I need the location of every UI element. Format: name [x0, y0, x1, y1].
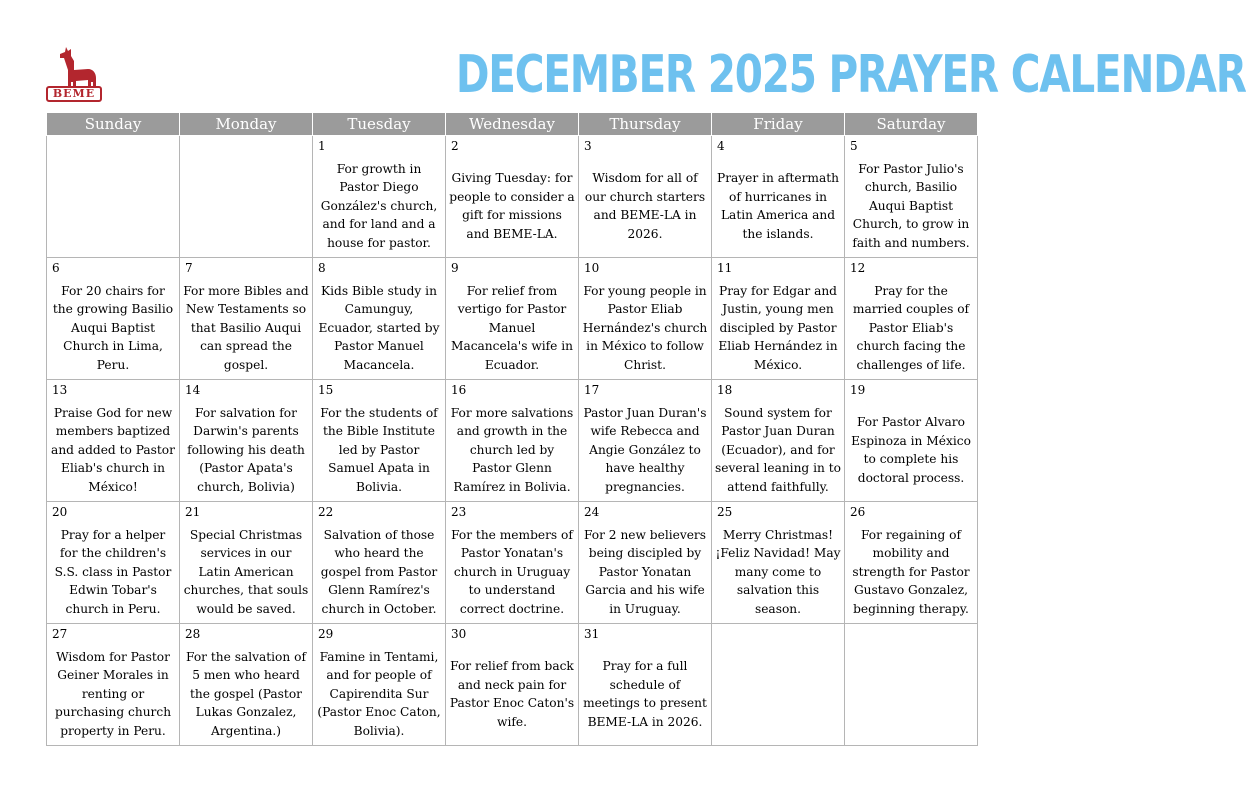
day-cell: [47, 258, 180, 380]
day-number: 18: [717, 383, 733, 397]
day-cell: [446, 258, 579, 380]
prayer-request: For the members of Pastor Yonatan's church in Uruguay to understand correct doctrine.: [451, 527, 573, 616]
weekday-tuesday: Tuesday: [313, 113, 446, 136]
day-number: 21: [185, 505, 201, 519]
day-cell: [712, 258, 845, 380]
day-cell: [579, 502, 712, 624]
day-cell: [446, 380, 579, 502]
page-title: DECEMBER 2025 PRAYER CALENDAR: [455, 45, 1246, 105]
weekday-friday: Friday: [712, 113, 845, 136]
week-row: [47, 136, 978, 258]
day-cell: [446, 136, 579, 258]
day-number: 10: [584, 261, 600, 275]
day-number: 8: [318, 261, 326, 275]
day-cell: [712, 380, 845, 502]
weekday-sunday: Sunday: [47, 113, 180, 136]
prayer-request: Sound system for Pastor Juan Duran (Ecuador), and for several leaning in to attend faithfully.: [715, 405, 841, 494]
day-cell: [845, 136, 978, 258]
day-number: 6: [52, 261, 60, 275]
day-number: 24: [584, 505, 600, 519]
prayer-request: For 2 new believers being discipled by Pastor Yonatan Garcia and his wife in Uruguay.: [583, 527, 707, 616]
weekday-header-row: [47, 113, 978, 136]
day-number: 4: [717, 139, 725, 153]
prayer-request: For the salvation of 5 men who heard the gospel (Pastor Lukas Gonzalez, Argentina.): [186, 649, 306, 738]
day-number: 30: [451, 627, 467, 641]
prayer-request: Pray for the married couples of Pastor Eliab's church facing the challenges of life.: [852, 283, 970, 372]
day-cell: [845, 258, 978, 380]
day-number: 11: [717, 261, 733, 275]
day-number: 15: [318, 383, 334, 397]
day-cell: [313, 258, 446, 380]
day-cell: [712, 502, 845, 624]
day-number: 2: [451, 139, 459, 153]
weekday-thursday: Thursday: [579, 113, 712, 136]
day-number: 1: [318, 139, 326, 153]
day-cell: [47, 136, 180, 258]
day-number: 17: [584, 383, 600, 397]
prayer-request: For relief from back and neck pain for Pastor Enoc Caton's wife.: [449, 659, 575, 729]
day-cell: [313, 136, 446, 258]
calendar-grid: [46, 112, 978, 746]
llama-icon: [60, 47, 96, 90]
prayer-request: Pray for a full schedule of meetings to present BEME-LA in 2026.: [583, 659, 707, 729]
week-row: [47, 380, 978, 502]
prayer-request: Pray for Edgar and Justin, young men discipled by Pastor Eliab Hernández in México.: [718, 283, 838, 372]
day-number: 26: [850, 505, 866, 519]
prayer-request: [183, 158, 309, 254]
day-number: 20: [52, 505, 68, 519]
prayer-request: Kids Bible study in Camunguy, Ecuador, started by Pastor Manuel Macancela.: [318, 283, 440, 372]
day-number: 25: [717, 505, 733, 519]
prayer-request: Praise God for new members baptized and added to Pastor Eliab's church in México!: [51, 405, 175, 494]
day-number: 27: [52, 627, 68, 641]
prayer-request: Giving Tuesday: for people to consider a gift for missions and BEME-LA.: [449, 171, 575, 241]
day-cell: [180, 502, 313, 624]
day-cell: [180, 624, 313, 746]
prayer-request: [848, 646, 974, 742]
prayer-request: For Pastor Alvaro Espinoza in México to complete his doctoral process.: [851, 415, 971, 485]
day-number: 7: [185, 261, 193, 275]
day-number: 5: [850, 139, 858, 153]
week-row: [47, 258, 978, 380]
day-cell: [712, 624, 845, 746]
day-cell: [180, 136, 313, 258]
day-cell: [579, 380, 712, 502]
weekday-saturday: Saturday: [845, 113, 978, 136]
prayer-request: Special Christmas services in our Latin American churches, that souls would be saved.: [183, 527, 309, 616]
day-cell: [579, 258, 712, 380]
prayer-request: For Pastor Julio's church, Basilio Auqui Baptist Church, to grow in faith and numbers.: [852, 161, 970, 250]
day-number: 9: [451, 261, 459, 275]
prayer-request: Prayer in aftermath of hurricanes in Latin America and the islands.: [717, 171, 839, 241]
day-cell: [313, 380, 446, 502]
day-cell: [180, 380, 313, 502]
beme-logo: [44, 44, 104, 104]
prayer-request: For more Bibles and New Testaments so that Basilio Auqui can spread the gospel.: [183, 283, 309, 372]
prayer-request: Famine in Tentami, and for people of Capirendita Sur (Pastor Enoc Caton, Bolivia).: [317, 649, 441, 738]
weekday-monday: Monday: [180, 113, 313, 136]
day-cell: [446, 502, 579, 624]
prayer-request: For salvation for Darwin's parents following his death (Pastor Apata's church, Bolivia): [187, 405, 305, 494]
day-cell: [313, 624, 446, 746]
prayer-request: For young people in Pastor Eliab Hernández's church in México to follow Christ.: [582, 283, 708, 372]
prayer-request: For 20 chairs for the growing Basilio Auqui Baptist Church in Lima, Peru.: [52, 283, 174, 372]
day-cell: [446, 624, 579, 746]
prayer-request: For more salvations and growth in the church led by Pastor Glenn Ramírez in Bolivia.: [450, 405, 574, 494]
prayer-request: For the students of the Bible Institute led by Pastor Samuel Apata in Bolivia.: [320, 405, 438, 494]
prayer-request: For growth in Pastor Diego González's church, and for land and a house for pastor.: [320, 161, 438, 250]
prayer-request: For relief from vertigo for Pastor Manuel Macancela's wife in Ecuador.: [450, 283, 574, 372]
day-cell: [47, 502, 180, 624]
prayer-request: [50, 158, 176, 254]
day-number: 28: [185, 627, 201, 641]
prayer-request: Pastor Juan Duran's wife Rebecca and Angie González to have healthy pregnancies.: [583, 405, 707, 494]
day-cell: [313, 502, 446, 624]
day-cell: [47, 380, 180, 502]
prayer-request: Wisdom for all of our church starters and BEME-LA in 2026.: [584, 171, 706, 241]
week-row: [47, 502, 978, 624]
day-cell: [180, 258, 313, 380]
prayer-request: Salvation of those who heard the gospel from Pastor Glenn Ramírez's church in October.: [320, 527, 438, 616]
day-number: 29: [318, 627, 334, 641]
week-row: [47, 624, 978, 746]
day-number: 22: [318, 505, 334, 519]
day-number: 16: [451, 383, 467, 397]
day-number: 23: [451, 505, 467, 519]
prayer-request: For regaining of mobility and strength for Pastor Gustavo Gonzalez, beginning therapy.: [852, 527, 970, 616]
prayer-request: Merry Christmas! ¡Feliz Navidad! May many come to salvation this season.: [715, 527, 841, 616]
day-cell: [579, 624, 712, 746]
day-number: 14: [185, 383, 201, 397]
day-number: 3: [584, 139, 592, 153]
prayer-request: Wisdom for Pastor Geiner Morales in renting or purchasing church property in Peru.: [54, 649, 172, 738]
day-cell: [47, 624, 180, 746]
weekday-wednesday: Wednesday: [446, 113, 579, 136]
day-cell: [845, 380, 978, 502]
day-number: 13: [52, 383, 68, 397]
day-cell: [712, 136, 845, 258]
day-number: 12: [850, 261, 866, 275]
day-cell: [845, 624, 978, 746]
day-number: 19: [850, 383, 866, 397]
prayer-request: [715, 646, 841, 742]
day-number: 31: [584, 627, 600, 641]
day-cell: [579, 136, 712, 258]
day-cell: [845, 502, 978, 624]
prayer-request: Pray for a helper for the children's S.S. class in Pastor Edwin Tobar's church in Peru.: [54, 527, 172, 616]
logo-text: BEME: [52, 87, 96, 100]
